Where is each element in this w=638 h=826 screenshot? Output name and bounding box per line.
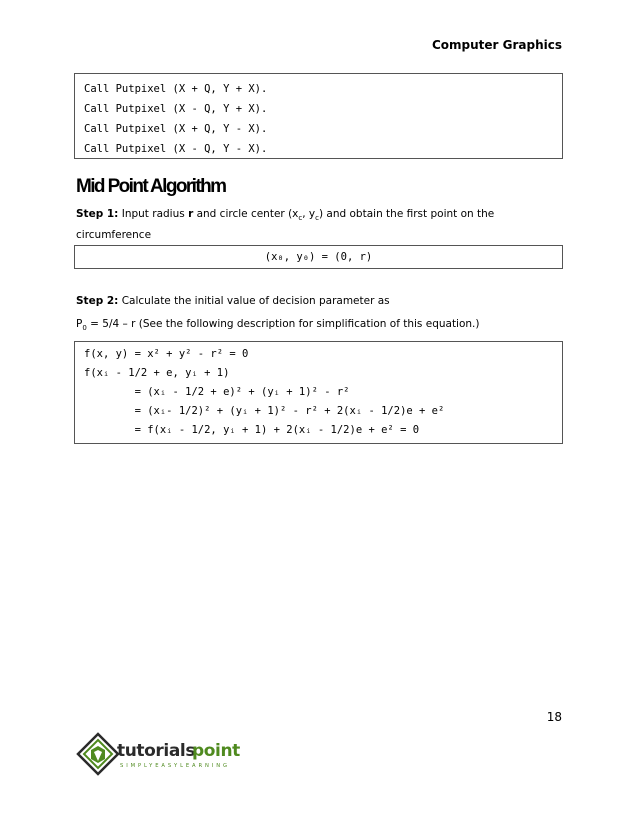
code-line: f(xᵢ - 1/2 + e, yᵢ + 1) [84,367,230,379]
subscript: c [315,214,319,223]
code-line: Call Putpixel (X - Q, Y + X). [84,103,268,115]
section-title: Mid Point Algorithm [76,176,226,197]
logo-tagline: SIMPLYEASYLEARNING [120,763,230,769]
step-1-text: and circle center (x [193,208,299,220]
page-number: 18 [546,710,562,724]
step-1-text: Input radius [118,208,189,220]
running-header-title: Computer Graphics [431,38,562,52]
step-1-text: , y [302,208,316,220]
step-1-label: Step 1: [76,208,119,220]
code-line: Call Putpixel (X + Q, Y - X). [84,123,268,135]
code-line: f(x, y) = x² + y² - r² = 0 [84,348,249,360]
code-line: Call Putpixel (X - Q, Y - X). [84,143,268,155]
radius-symbol: r [188,208,194,220]
p-symbol: P [76,318,83,330]
subscript: c [298,214,303,223]
step-2-text: Calculate the initial value of decision parameter as [118,295,390,307]
logo-wordmark-a: tutorials [117,741,196,761]
code-line: Call Putpixel (X + Q, Y + X). [84,83,268,95]
step-2-paragraph [76,293,566,310]
initial-point-formula-box [74,245,563,269]
code-block-derivation [74,341,563,444]
initial-point-formula: (x₀, y₀) = (0, r) [264,251,373,263]
decision-parameter-line [76,316,566,337]
step-1-text: ) and obtain the first point on the circumference [76,208,495,242]
logo-wordmark-b: point [192,741,240,761]
decision-parameter-text: = 5/4 – r (See the following description for simplification of this equation.) [86,318,480,330]
step-2-label: Step 2: [76,295,119,307]
code-block-putpixel [74,73,563,159]
logo-emblem-icon [74,730,244,780]
tutorialspoint-logo [74,730,244,780]
code-line: = (xᵢ- 1/2)² + (yᵢ + 1)² - r² + 2(xᵢ - 1/2)e + e² [84,405,445,417]
code-line: = f(xᵢ - 1/2, yᵢ + 1) + 2(xᵢ - 1/2)e + e² = 0 [84,424,420,436]
subscript: 0 [82,324,87,333]
code-line: = (xᵢ - 1/2 + e)² + (yᵢ + 1)² - r² [84,386,350,398]
